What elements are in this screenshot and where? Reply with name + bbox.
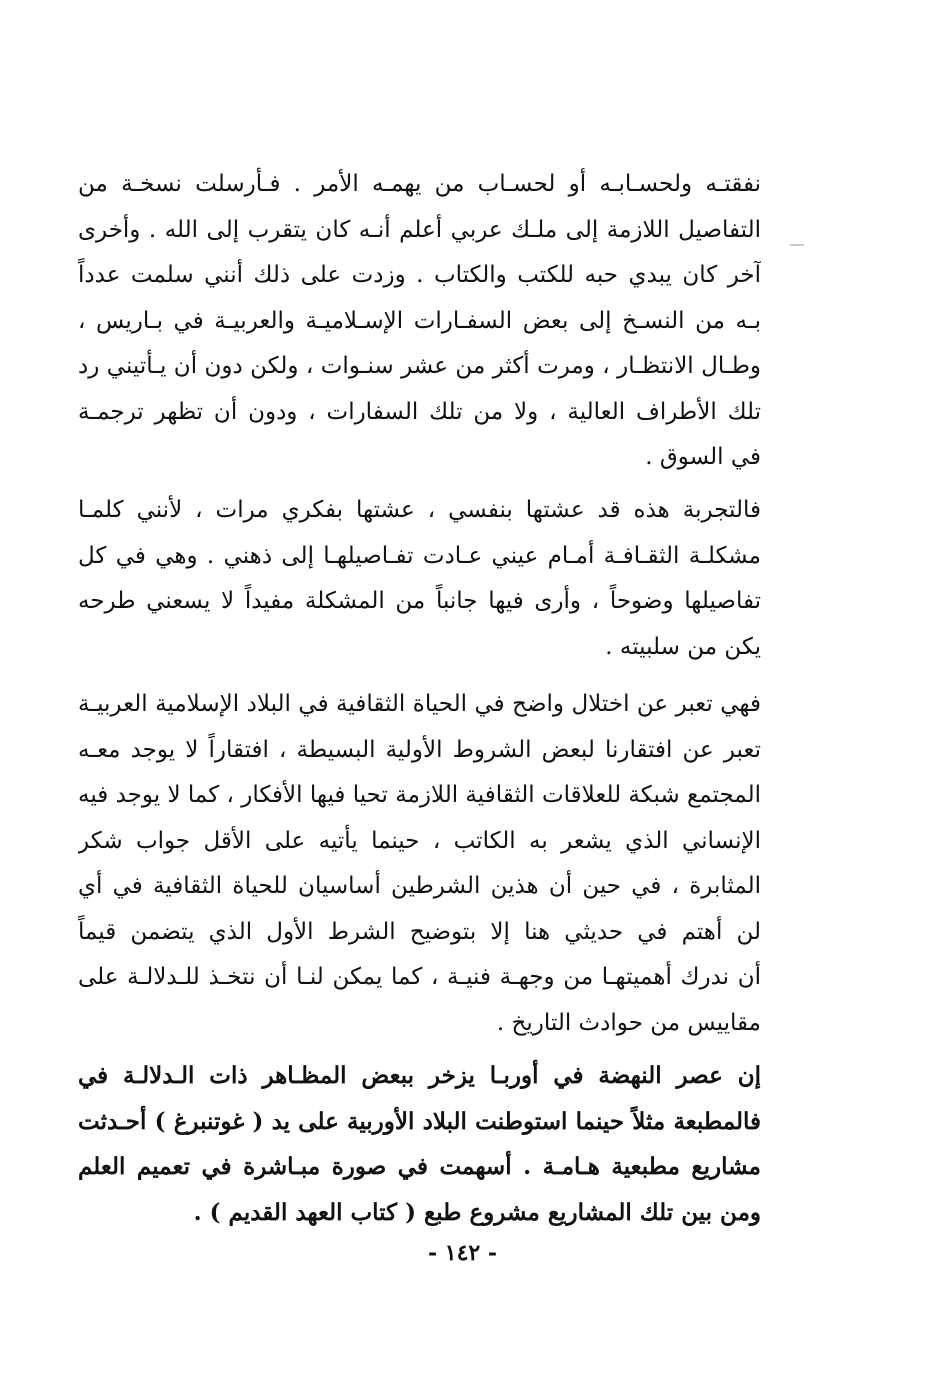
paragraph-line: إن عصر النهضة في أوربـا يزخر ببعض المظـاهر ذات الـدلالـة في xyxy=(78,1062,761,1089)
scan-mark xyxy=(790,244,804,246)
paragraph-line: المثابرة ، في حين أن هذين الشرطين أساسيان للحياة الثقافية في أي xyxy=(78,873,761,899)
paragraph-line: نفقتـه ولحسـابـه أو لحسـاب من يهمـه الأمر . فـأرسلت نسخـة من xyxy=(78,171,761,197)
paragraph-line: مقاييس من حوادث التاريخ . xyxy=(496,1009,761,1036)
paragraph-1 xyxy=(78,162,761,481)
paragraph-line: الإنساني الذي يشعر به الكاتب ، حينما يأتيه على الأقل جواب شكر xyxy=(78,827,761,854)
paragraph-line: تفاصيلها وضوحاً ، وأرى فيها جانباً من المشكلة مفيداً لا يسعني طرحه xyxy=(78,588,761,614)
paragraph-line: آخر كان يبدي حبه للكتب والكتاب . وزدت على ذلك أنني سلمت عدداً xyxy=(78,262,761,288)
paragraph-line: التفاصيل اللازمة إلى ملـك عربي أعلم أنـه كان يتقرب إلى الله . وأخرى xyxy=(78,216,761,243)
paragraph-line: تعبر عن افتقارنا لبعض الشروط الأولية البسيطة ، افتقاراً لا يوجد معـه xyxy=(78,736,761,763)
paragraph-line: وطـال الانتظـار ، ومرت أكثر من عشر سنـوات ، ولكن دون أن يـأتيني رد xyxy=(78,353,761,379)
paragraph-line: لن أهتم في حديثي هنا إلا بتوضيح الشرط الأول الذي يتضمن قيماً xyxy=(78,918,761,945)
paragraph-line: مشاريع مطبعية هـامـة . أسهمت في صورة مبـاشرة في تعميم العلم xyxy=(78,1153,761,1180)
paragraph-3 xyxy=(78,682,761,1046)
paragraph-line: فالمطبعة مثلاً حينما استوطنت البلاد الأوربية على يد ( غوتنبرغ ) أحـدثت xyxy=(78,1107,761,1135)
paragraph-line: فالتجربة هذه قد عشتها بنفسي ، عشتها بفكري مرات ، لأنني كلمـا xyxy=(78,497,761,523)
page-number: - ١٤٢ - xyxy=(427,1240,498,1266)
paragraph-line: بـه من النسـخ إلى بعض السفـارات الإسـلاميـة والعربيـة في بـاريس ، xyxy=(78,307,761,334)
paragraph-line: ومن بين تلك المشاريع مشروع طبع ( كتاب العهد القديم ) . xyxy=(193,1198,761,1226)
paragraph-4 xyxy=(78,1053,761,1235)
paragraph-line: أن ندرك أهميتهـا من وجهـة فنيـة ، كما يمكن لنـا أن نتخـذ للـدلالـة على xyxy=(78,964,761,990)
paragraph-line: يكن من سلبيته . xyxy=(605,633,761,660)
paragraph-line: فهي تعبر عن اختلال واضح في الحياة الثقافية في البلاد الإسلامية العربيـة xyxy=(78,691,761,717)
paragraph-line: المجتمع شبكة للعلاقات الثقافية اللازمة تحيا فيها الأفكار ، كما لا يوجد فيه xyxy=(78,782,761,808)
paragraph-line: تلك الأطراف العالية ، ولا من تلك السفارات ، ودون أن تظهر ترجمـة xyxy=(78,398,761,425)
paragraph-2 xyxy=(78,488,761,670)
paragraph-line: في السوق . xyxy=(645,444,761,470)
paragraph-line: مشكلـة الثقـافـة أمـام عيني عـادت تفـاصيلهـا إلى ذهني . وهي في كل xyxy=(78,542,761,569)
